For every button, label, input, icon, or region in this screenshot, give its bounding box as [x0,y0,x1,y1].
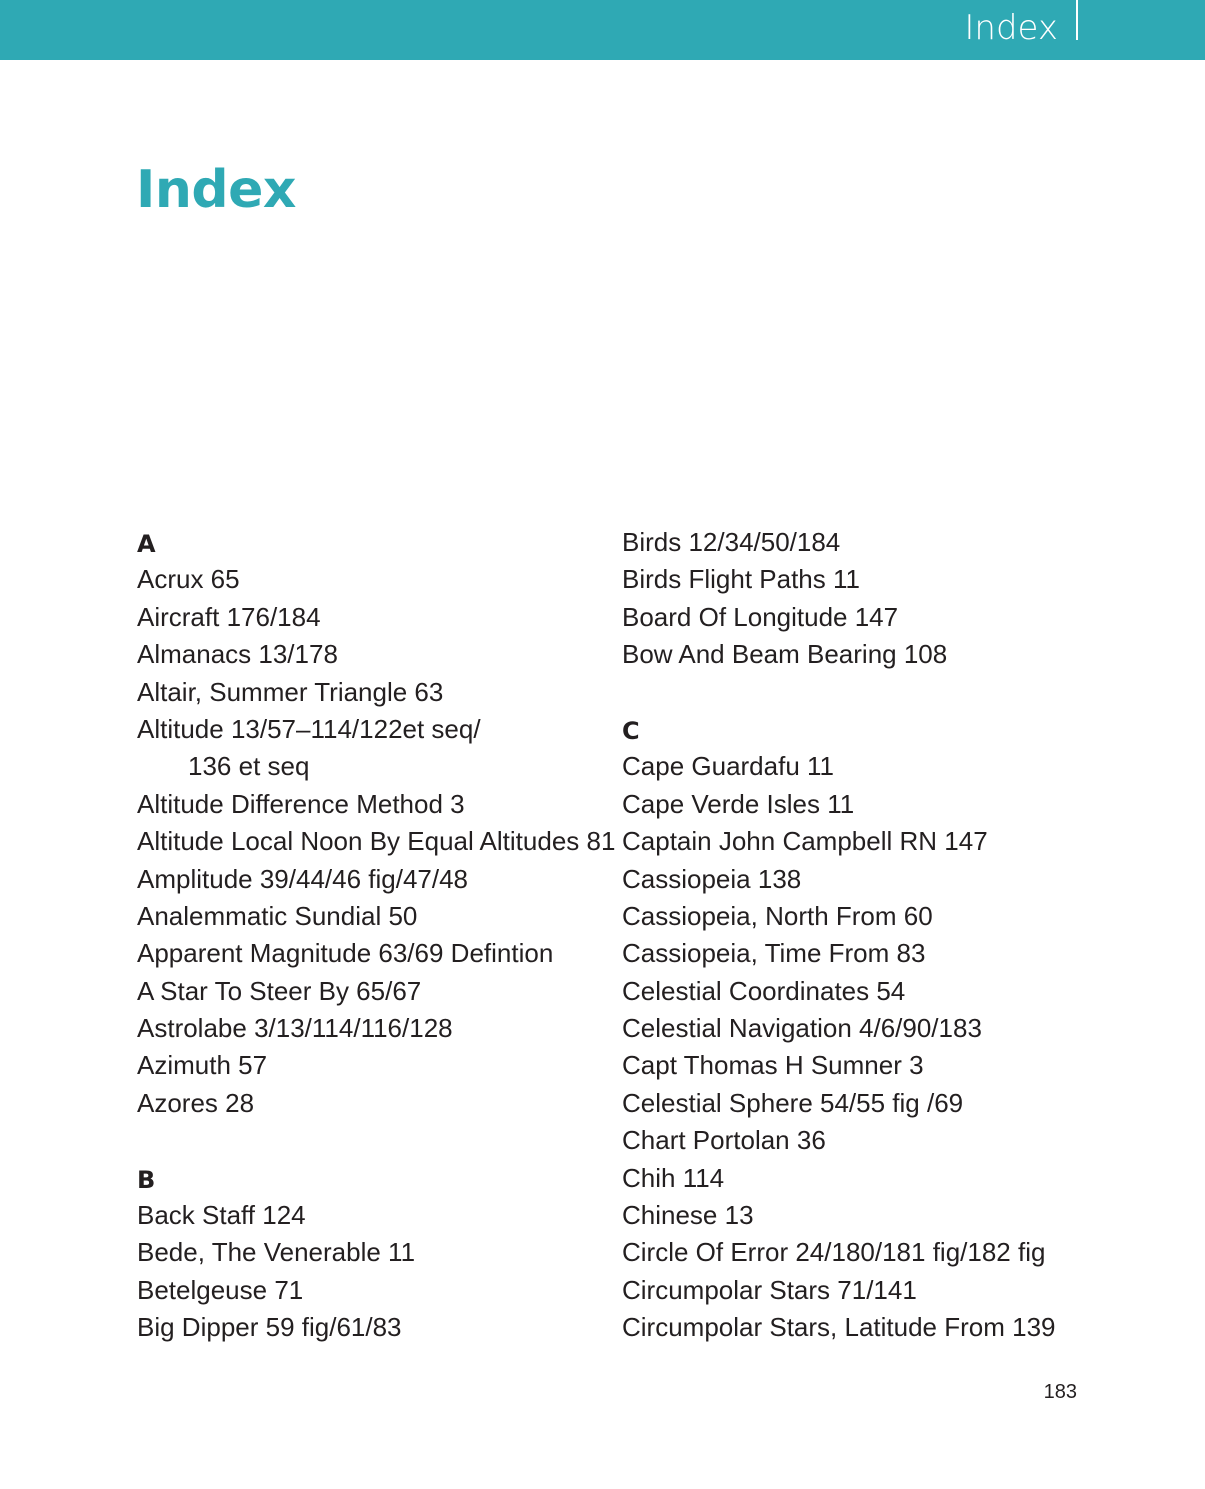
index-entry: A Star To Steer By 65/67 [137,975,422,1006]
section-letter-a: A [137,530,156,558]
index-entry: Circumpolar Stars 71/141 [622,1274,917,1305]
index-entry: Celestial Coordinates 54 [622,975,906,1006]
index-entry: Birds Flight Paths 11 [622,564,860,595]
index-entry: Azores 28 [137,1087,255,1118]
index-entry: Celestial Navigation 4/6/90/183 [622,1013,982,1044]
index-entry: Apparent Magnitude 63/69 Defintion [137,938,554,969]
index-entry: Captain John Campbell RN 147 [622,826,988,857]
index-entry-continuation: 136 et seq [188,751,310,782]
section-letter-c: C [622,716,640,745]
index-entry: Cape Verde Isles 11 [622,788,855,819]
index-entry: Capt Thomas H Sumner 3 [622,1050,924,1081]
index-entry: Betelgeuse 71 [137,1274,304,1305]
page-title: Index [136,160,296,220]
page-number: 183 [1043,1381,1077,1403]
index-column-right [622,524,1092,1347]
running-head-rule [1076,0,1078,40]
index-entry: Bede, The Venerable 11 [137,1237,416,1268]
index-entry: Circle Of Error 24/180/181 fig/182 fig [622,1237,1046,1268]
section-letter-b: B [137,1165,156,1194]
index-entry: Aircraft 176/184 [137,601,321,632]
index-entry: Celestial Sphere 54/55 fig /69 [622,1087,964,1118]
index-entry: Back Staff 124 [137,1200,306,1231]
index-entry: Cassiopeia 138 [622,863,802,894]
index-entry: Amplitude 39/44/46 fig/47/48 [137,863,469,894]
index-entry: Astrolabe 3/13/114/116/128 [137,1013,453,1044]
index-entry: Altitude 13/57–114/122et seq/ [137,713,481,744]
running-head: Index [964,8,1058,48]
index-entry: Birds 12/34/50/184 [622,527,841,557]
index-entry: Altitude Local Noon By Equal Altitudes 81 [137,826,616,857]
index-entry: Cape Guardafu 11 [622,751,834,782]
index-entry: Altair, Summer Triangle 63 [137,676,444,707]
index-entry: Azimuth 57 [137,1050,268,1081]
index-entry: Bow And Beam Bearing 108 [622,639,948,670]
index-entry: Circumpolar Stars, Latitude From 139 [622,1312,1056,1343]
index-entry: Chart Portolan 36 [622,1125,826,1156]
index-entry: Almanacs 13/178 [137,639,338,670]
index-entry: Big Dipper 59 fig/61/83 [137,1312,402,1343]
index-entry: Chinese 13 [622,1200,754,1231]
index-column-left [137,524,616,1347]
index-entry: Board Of Longitude 147 [622,601,899,632]
index-entry: Cassiopeia, North From 60 [622,900,933,931]
index-entry: Chih 114 [622,1162,725,1193]
section-gap [622,674,1092,711]
section-gap [137,1122,607,1159]
index-entry: Altitude Difference Method 3 [137,788,465,819]
index-entry: Cassiopeia, Time From 83 [622,938,926,969]
index-entry: Acrux 65 [137,564,240,595]
index-entry: Analemmatic Sundial 50 [137,900,418,931]
